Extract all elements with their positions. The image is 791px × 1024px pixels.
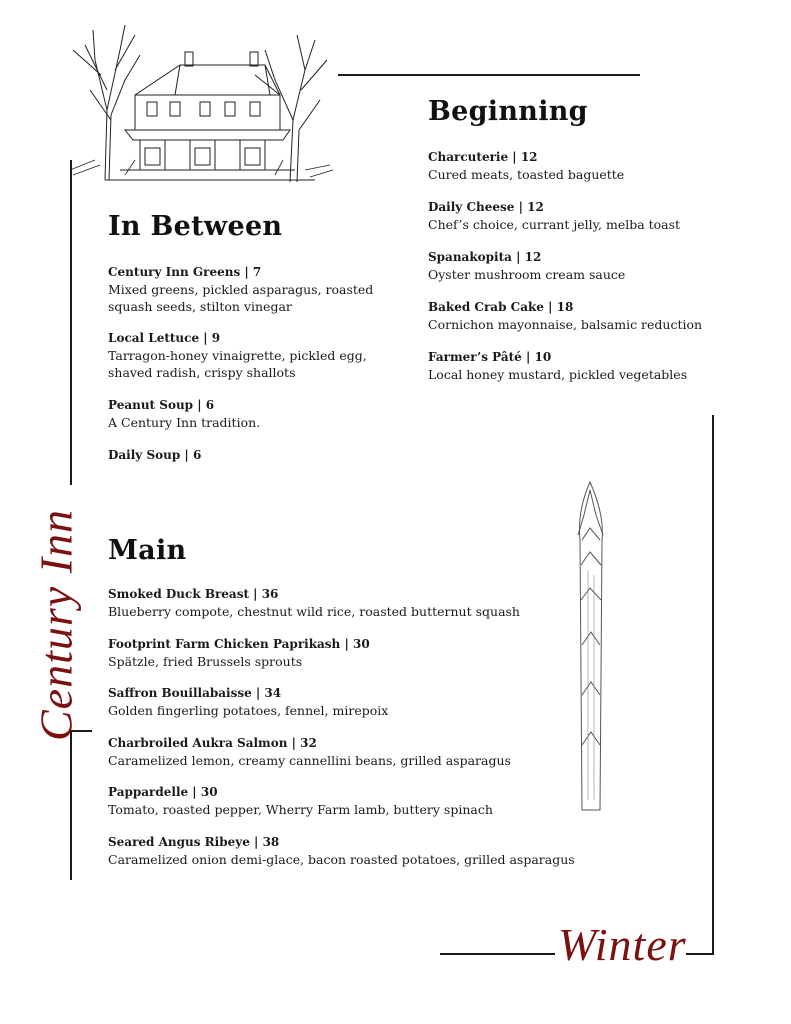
bottom-rule-left xyxy=(440,953,555,955)
item-description: Caramelized lemon, creamy cannellini beans, grilled asparagus xyxy=(108,753,511,768)
item-name: Daily Soup | 6 xyxy=(108,448,202,462)
section-title-beginning: Beginning xyxy=(428,96,588,127)
item-description: A Century Inn tradition. xyxy=(108,415,261,430)
item-name: Daily Cheese | 12 xyxy=(428,200,544,214)
menu-item xyxy=(108,784,568,818)
asparagus-illustration xyxy=(560,480,620,815)
item-name: Baked Crab Cake | 18 xyxy=(428,300,574,314)
section-title-main: Main xyxy=(108,535,187,566)
menu-item xyxy=(428,199,728,233)
left-rule-bottom xyxy=(70,732,72,880)
season-title: Winter xyxy=(558,919,687,970)
item-name: Peanut Soup | 6 xyxy=(108,398,215,412)
menu-item xyxy=(108,735,568,769)
item-description: Cured meats, toasted baguette xyxy=(428,167,625,182)
item-name: Footprint Farm Chicken Paprikash | 30 xyxy=(108,637,370,651)
menu-item xyxy=(108,264,408,315)
bottom-rule-right xyxy=(686,953,714,955)
item-name: Charbroiled Aukra Salmon | 32 xyxy=(108,736,317,750)
menu-item xyxy=(108,685,568,719)
item-name: Farmer’s Pâté | 10 xyxy=(428,350,552,364)
top-rule xyxy=(338,74,640,76)
item-description: Golden fingerling potatoes, fennel, mirepoix xyxy=(108,703,389,718)
item-name: Century Inn Greens | 7 xyxy=(108,265,262,279)
left-rule-top xyxy=(70,160,72,485)
menu-item xyxy=(428,149,728,183)
item-description: Local honey mustard, pickled vegetables xyxy=(428,367,688,382)
item-description: Caramelized onion demi-glace, bacon roasted potatoes, grilled asparagus xyxy=(108,852,575,867)
item-description: Blueberry compote, chestnut wild rice, roasted butternut squash xyxy=(108,604,520,619)
menu-item xyxy=(108,636,568,670)
right-rule xyxy=(712,415,714,955)
item-name: Saffron Bouillabaisse | 34 xyxy=(108,686,282,700)
menu-item xyxy=(108,330,408,381)
item-description: Chef’s choice, currant jelly, melba toast xyxy=(428,217,681,232)
menu-item xyxy=(428,349,728,383)
item-description: Spätzle, fried Brussels sprouts xyxy=(108,654,303,669)
item-description: Mixed greens, pickled asparagus, roasted squash seeds, stilton vinegar xyxy=(108,282,374,314)
menu-item xyxy=(108,586,568,620)
item-name: Local Lettuce | 9 xyxy=(108,331,221,345)
menu-item xyxy=(108,397,408,431)
item-description: Cornichon mayonnaise, balsamic reduction xyxy=(428,317,703,332)
inn-sketch-illustration xyxy=(65,20,335,190)
item-name: Spanakopita | 12 xyxy=(428,250,542,264)
item-description: Tomato, roasted pepper, Wherry Farm lamb, buttery spinach xyxy=(108,802,493,817)
item-name: Charcuterie | 12 xyxy=(428,150,538,164)
item-name: Pappardelle | 30 xyxy=(108,785,218,799)
restaurant-name-vertical: Century Inn xyxy=(30,508,82,742)
menu-item xyxy=(108,447,408,464)
menu-item xyxy=(108,834,578,868)
item-name: Seared Angus Ribeye | 38 xyxy=(108,835,280,849)
menu-item xyxy=(428,299,728,333)
menu-item xyxy=(428,249,728,283)
item-description: Oyster mushroom cream sauce xyxy=(428,267,626,282)
section-title-in-between: In Between xyxy=(108,211,283,242)
item-description: Tarragon-honey vinaigrette, pickled egg, shaved radish, crispy shallots xyxy=(108,348,367,380)
item-name: Smoked Duck Breast | 36 xyxy=(108,587,279,601)
